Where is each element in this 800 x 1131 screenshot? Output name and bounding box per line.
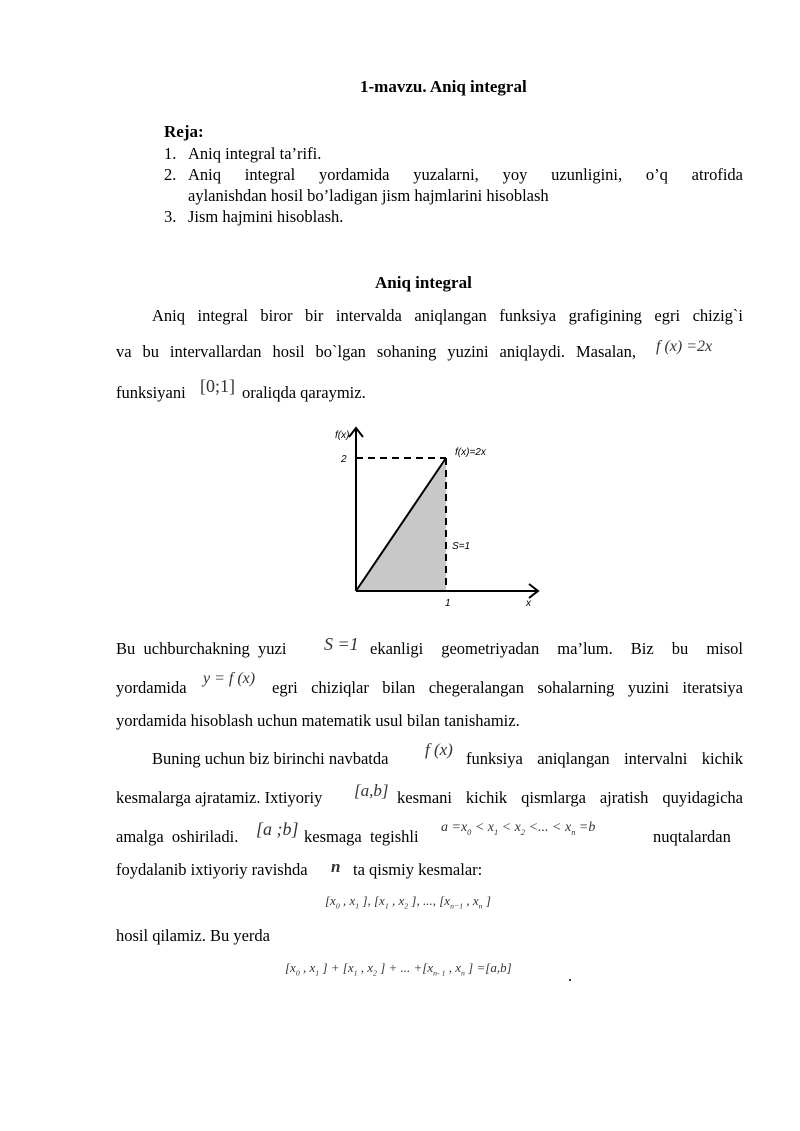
subintervals-formula: [$x_0$ , $x_1$ ], [$x_1$ , $x_2$ ], ..., [$x_{n-1}$ , $x_n$ ] xyxy=(325,893,491,911)
paragraph-4-line-1: hosil qilamiz. Bu yerda xyxy=(116,926,270,945)
integral-figure xyxy=(320,420,550,615)
plan-item-1-text: Aniq integral ta’rifi. xyxy=(188,144,322,163)
paragraph-1-line-2: va bu intervallardan hosil bo`lgan sohaning yuzini aniqlaydi. Masalan, xyxy=(116,342,636,361)
paragraph-2-line-1a: Bu uchburchakning yuzi xyxy=(116,639,287,658)
formula-end-dot: . xyxy=(568,966,573,985)
paragraph-3-line-3a: amalga oshiriladi. xyxy=(116,827,239,846)
plan-item-2-text-line1: Aniq integral yordamida yuzalarni, yoy uzunligini, o’q atrofida xyxy=(188,165,743,184)
plan-item-3-number: 3. xyxy=(164,207,177,226)
y-tick-label: 2 xyxy=(341,454,347,465)
paragraph-3-line-2a: kesmalarga ajratamiz. Ixtiyoriy xyxy=(116,788,323,807)
area-label: S=1 xyxy=(452,541,471,552)
paragraph-2-line-3: yordamida hisoblash uchun matematik usul bilan tanishamiz. xyxy=(116,711,520,730)
formula-y-equals-fx: y = f (x) xyxy=(203,670,256,687)
x-tick-label: 1 xyxy=(445,598,451,609)
paragraph-3-line-2b: kesmani kichik qismlarga ajratish quyidagicha xyxy=(397,788,743,807)
curve-label: f(x)=2x xyxy=(455,447,486,458)
plan-item-1-number: 1. xyxy=(164,144,177,163)
variable-n: n xyxy=(331,857,341,876)
formula-f-equals-2x: f (x) =2x xyxy=(656,338,713,355)
section-title: Aniq integral xyxy=(375,273,472,292)
plan-item-3-text: Jism hajmini hisoblash. xyxy=(188,207,344,226)
partition-points-formula: $a =x_0 < x_1 < x_2$ <... < $x_n =b$ xyxy=(441,820,596,837)
y-axis-label: f(x) xyxy=(335,430,350,441)
formula-fx: f (x) xyxy=(425,740,453,759)
union-formula: [$x_0$ , $x_1$ ] + [$x_1$ , $x_2$ ] + ... $+[x_{n- 1}$ , $x_n$ ] =[a,b] xyxy=(285,960,512,978)
paragraph-3-line-3b: kesmaga tegishli xyxy=(304,827,419,846)
paragraph-1-line-1: Aniq integral biror bir intervalda aniqlangan funksiya grafigining egri chizig`i xyxy=(152,306,743,325)
formula-s-equals-1: S =1 xyxy=(324,634,359,654)
plan-item-2-text-line2: aylanishdan hosil bo’ladigan jism hajmlarini hisoblash xyxy=(188,186,549,205)
paragraph-3-line-1a: Buning uchun biz birinchi navbatda xyxy=(152,749,389,768)
plan-item-2-number: 2. xyxy=(164,165,177,184)
interval-a-b-semicolon: [a ;b] xyxy=(256,819,299,839)
document-title: 1-mavzu. Aniq integral xyxy=(360,77,527,96)
paragraph-2-line-2b: egri chiziqlar bilan chegeralangan sohalarning yuzini iteratsiya xyxy=(272,678,743,697)
paragraph-1-line-3b: oraliqda qaraymiz. xyxy=(242,383,366,402)
paragraph-3-line-4a: foydalanib ixtiyoriy ravishda xyxy=(116,860,308,879)
paragraph-3-line-1b: funksiya aniqlangan intervalni kichik xyxy=(466,749,743,768)
paragraph-2-line-2a: yordamida xyxy=(116,678,187,697)
paragraph-1-line-3a: funksiyani xyxy=(116,383,186,402)
x-axis-label: x xyxy=(526,598,531,609)
paragraph-2-line-1b: ekanligi geometriyadan ma’lum. Biz bu misol xyxy=(370,639,743,658)
paragraph-3-line-3c: nuqtalardan xyxy=(653,827,731,846)
paragraph-3-line-4b: ta qismiy kesmalar: xyxy=(353,860,483,879)
plan-heading: Reja: xyxy=(164,122,204,141)
interval-0-1: [0;1] xyxy=(200,376,235,396)
interval-a-b: [a,b] xyxy=(354,781,389,800)
